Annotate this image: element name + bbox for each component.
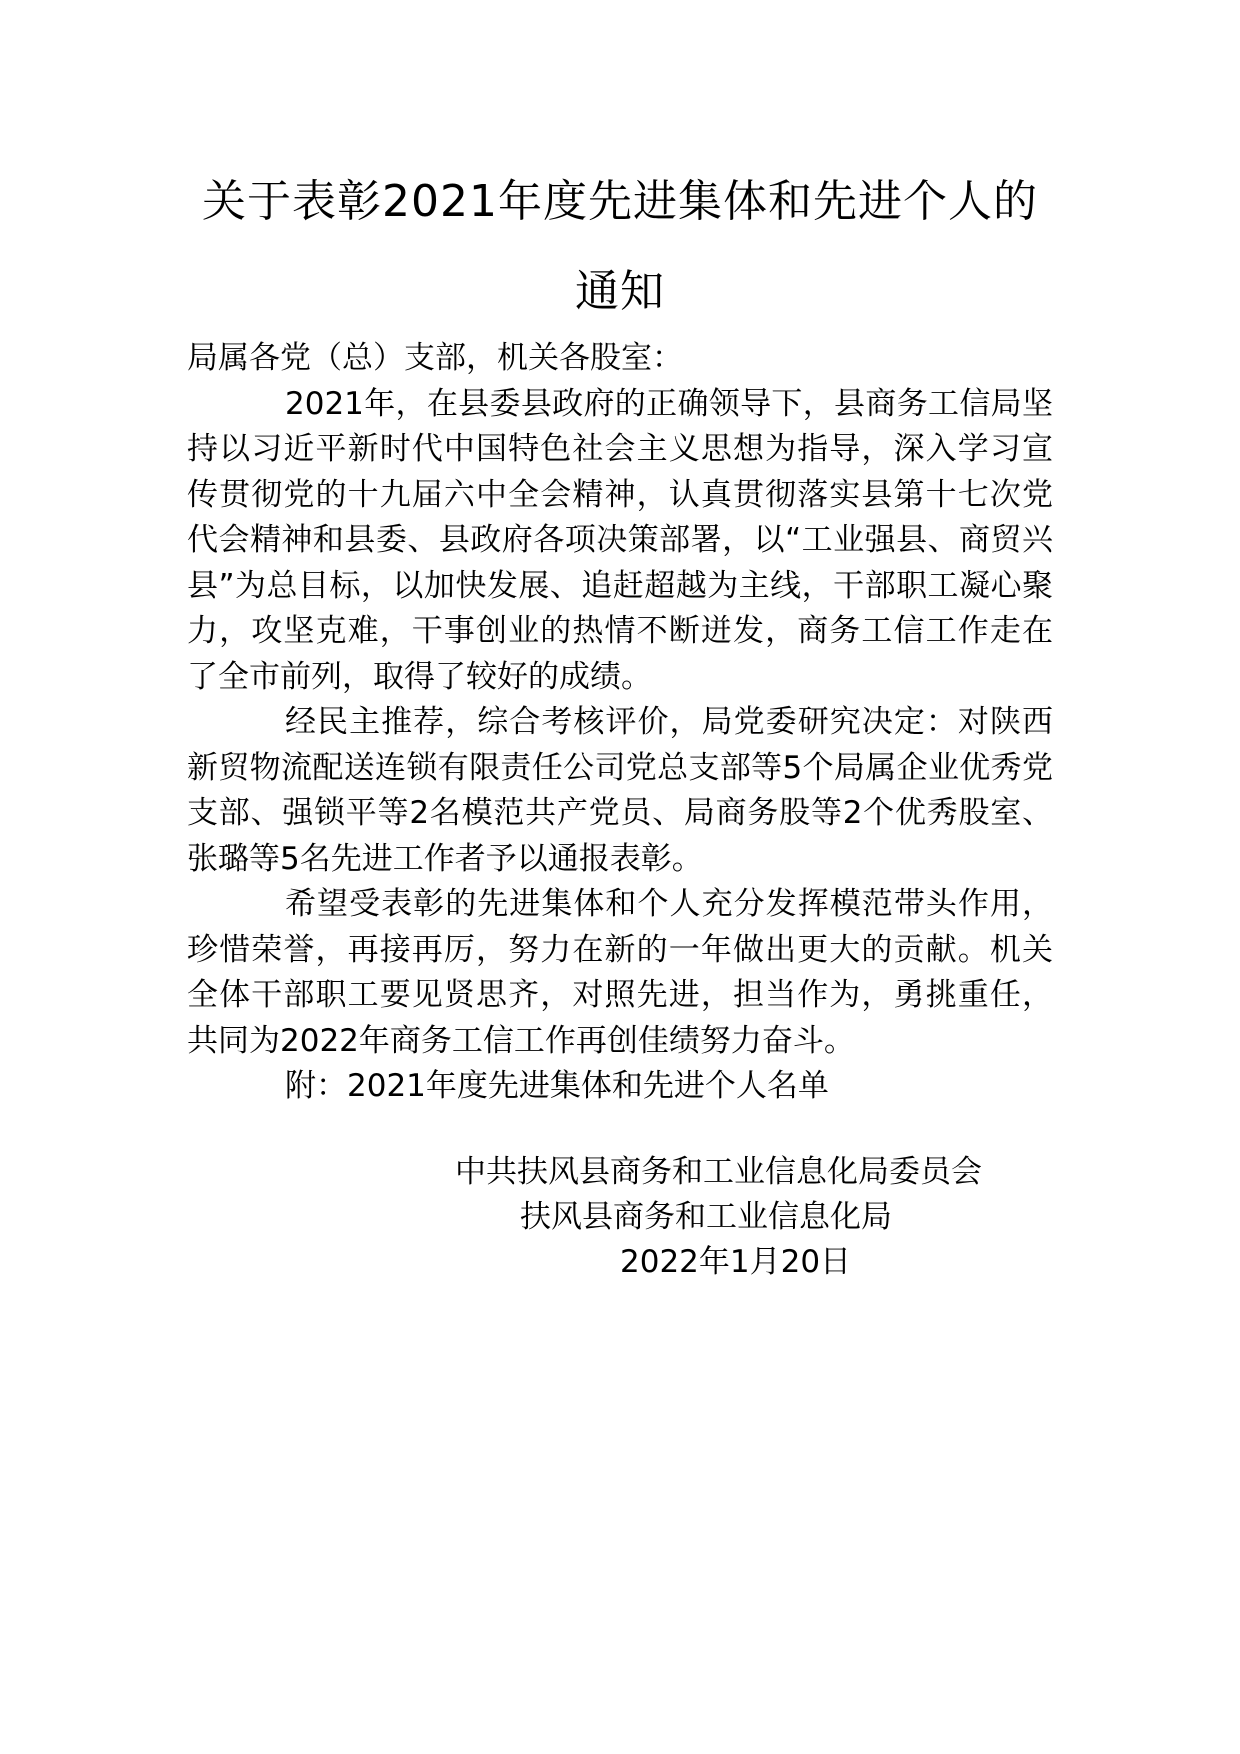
salutation: 局属各党（总）支部，机关各股室：	[187, 340, 683, 376]
signature-org-party-committee: 中共扶风县商务和工业信息化局委员会	[455, 1154, 982, 1190]
attachment-line: 附：2021年度先进集体和先进个人名单	[285, 1068, 829, 1104]
body-paragraph-3: 希望受表彰的先进集体和个人充分发挥模范带头作用，珍惜荣誉，再接再厉，努力在新的一年做出更大的贡献。机关全体干部职工要见贤思齐，对照先进，担当作为，勇挑重任，共同为2022年商务工信工作再创佳绩努力奋斗。	[187, 886, 1053, 1059]
document-title-line-1: 关于表彰2021年度先进集体和先进个人的	[202, 176, 1038, 227]
signature-date: 2022年1月20日	[620, 1244, 852, 1280]
signature-org-bureau: 扶风县商务和工业信息化局	[520, 1199, 892, 1235]
document-body	[187, 336, 1053, 1110]
body-paragraph-2: 经民主推荐，综合考核评价，局党委研究决定：对陕西新贸物流配送连锁有限责任公司党总支部等5个局属企业优秀党支部、强锁平等2名模范共产党员、局商务股等2个优秀股室、张璐等5名先进工作者予以通报表彰。	[187, 704, 1053, 877]
body-paragraph-1: 2021年，在县委县政府的正确领导下，县商务工信局坚持以习近平新时代中国特色社会主义思想为指导，深入学习宣传贯彻党的十九届六中全会精神，认真贯彻落实县第十七次党代会精神和县委、县政府各项决策部署，以“工业强县、商贸兴县”为总目标，以加快发展、追赶超越为主线，干部职工凝心聚力，攻坚克难，干事创业的热情不断迸发，商务工信工作走在了全市前列，取得了较好的成绩。	[187, 385, 1053, 695]
document-title-line-2: 通知	[575, 266, 665, 317]
